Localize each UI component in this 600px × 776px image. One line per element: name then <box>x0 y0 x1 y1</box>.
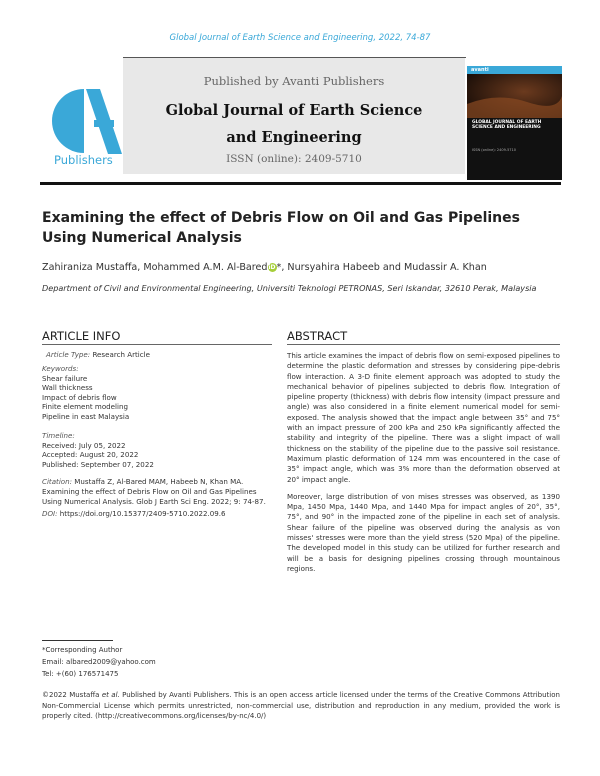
abstract-paragraph: Moreover, large distribution of von mises stresses was observed, as 1390 Mpa, 1450 Mpa, 1440 Mpa, and 1440 Mpa for impact angles of 20°, 35°, 75°, and 90° in the impacted zone of the pipeline in each set of analysis. Shear failure of the pipeline was observed during the analysis as von misses' stresses were more than the yield stress (520 Mpa) of the pipeline. The developed model in this study can be utilized for further research and will be a basis for designing pipelines crossing through mountainous regions. <box>287 491 560 573</box>
keyword-item: Finite element modeling <box>42 402 128 411</box>
abstract-paragraph: This article examines the impact of debris flow on semi-exposed pipelines to determine the plastic deformation and stresses by considering pipe-debris flow interaction. A 3-D finite element approach was adopted to study the mechanical behavior of pipelines subjected to debris flow. Integration of pipeline property (thickness) with debris flow intensity (impact pressure and angle) was also considered in a finite element numerical model for semi-exposed. The analysis showed that the impact angle between 35° and 75° with an impact pressure of 200 kPa and 250 kPa significantly affected the stability and integrity of the pipeline. There was a slight impact of wall thickness on the stability of the pipeline due to the passive soil resistance. Maximum plastic deformation of 124 mm was encountered in the case of 35° impact angle, which was 3% more than the deformation observed at 20° impact angle. <box>287 351 560 484</box>
timeline-label: Timeline: <box>42 431 75 440</box>
abstract-heading: ABSTRACT <box>287 329 348 343</box>
author-email[interactable]: Email: albared2009@yahoo.com <box>42 658 156 666</box>
abstract-rule <box>287 344 560 345</box>
author-tel: Tel: +(60) 176571475 <box>42 670 119 678</box>
citation-block <box>42 477 270 507</box>
authors-part2: *, Nursyahira Habeeb and Mudassir A. Khan <box>276 262 487 273</box>
affiliation: Department of Civil and Environmental Engineering, Universiti Teknologi PETRONAS, Seri Iskandar, 32610 Perak, Malaysia <box>42 283 537 293</box>
doi-label: DOI: <box>42 509 58 518</box>
timeline-published: Published: September 07, 2022 <box>42 459 154 469</box>
license-text <box>42 690 560 722</box>
article-type-value: Research Article <box>90 350 150 359</box>
cover-title: GLOBAL JOURNAL OF EARTH SCIENCE AND ENGINEERING <box>472 120 542 131</box>
header-rule-bottom <box>40 182 561 185</box>
license-prefix: ©2022 Mustaffa <box>42 691 102 699</box>
journal-title-line2: and Engineering <box>226 129 362 146</box>
authors-part1: Zahiraniza Mustaffa, Mohammed A.M. Al-Bared <box>42 262 268 273</box>
keyword-item: Wall thickness <box>42 383 93 392</box>
keywords-block <box>42 364 267 421</box>
abstract-body <box>287 351 560 581</box>
doi-block <box>42 509 270 519</box>
orcid-icon[interactable]: iD <box>268 264 276 271</box>
cover-graphic <box>467 74 562 118</box>
article-type <box>46 350 271 360</box>
license-etal: et al. <box>101 691 120 699</box>
keyword-item: Shear failure <box>42 373 88 383</box>
license-body: Published by Avanti Publishers. This is an open access article licensed under the terms of the Creative Commons Attribution Non-Commercial License which permits unrestricted, non-commercial use, distribution and reproduction in any medium, provided the work is properly cited. (http://creativecommons.org/licenses/by-nc/4.0/) <box>42 691 560 720</box>
journal-title <box>123 97 465 151</box>
article-info-heading: ARTICLE INFO <box>42 329 121 343</box>
keyword-item: Pipeline in east Malaysia <box>42 411 130 421</box>
issn-line: ISSN (online): 2409-5710 <box>226 153 362 165</box>
cover-issn: ISSN (online): 2409-5710 <box>472 148 516 152</box>
avanti-logo-icon <box>44 76 124 168</box>
running-head: Global Journal of Earth Science and Engineering, 2022, 74-87 <box>169 33 431 43</box>
publisher-line: Published by Avanti Publishers <box>203 74 385 88</box>
citation-label: Citation: <box>42 477 73 486</box>
keywords-label: Keywords: <box>42 364 79 373</box>
doi-link[interactable]: https://doi.org/10.15377/2409-5710.2022.09.6 <box>57 509 226 518</box>
journal-cover-image <box>467 66 562 180</box>
corresponding-author: *Corresponding Author <box>42 646 123 654</box>
timeline-block <box>42 431 267 469</box>
timeline-received: Received: July 05, 2022 <box>42 440 126 450</box>
logo-word: Publishers <box>54 153 113 167</box>
timeline-accepted: Accepted: August 20, 2022 <box>42 450 139 459</box>
article-title: Examining the effect of Debris Flow on Oil and Gas Pipelines Using Numerical Analysis <box>42 210 520 246</box>
cover-brand: avanti <box>471 67 489 73</box>
keyword-item: Impact of debris flow <box>42 392 117 402</box>
article-info-rule <box>42 344 272 345</box>
journal-title-line1: Global Journal of Earth Science <box>165 102 423 119</box>
logo-a-mark <box>52 89 122 154</box>
footnote-rule <box>42 640 113 641</box>
citation-text: Mustaffa Z, Al-Bared MAM, Habeeb N, Khan MA. Examining the effect of Debris Flow on Oil and Gas Pipelines Using Numerical Analysis. Glob J Earth Sci Eng. 2022; 9: 74-87. <box>42 477 266 506</box>
article-type-label: Article Type: <box>46 350 91 359</box>
author-list <box>42 262 562 273</box>
